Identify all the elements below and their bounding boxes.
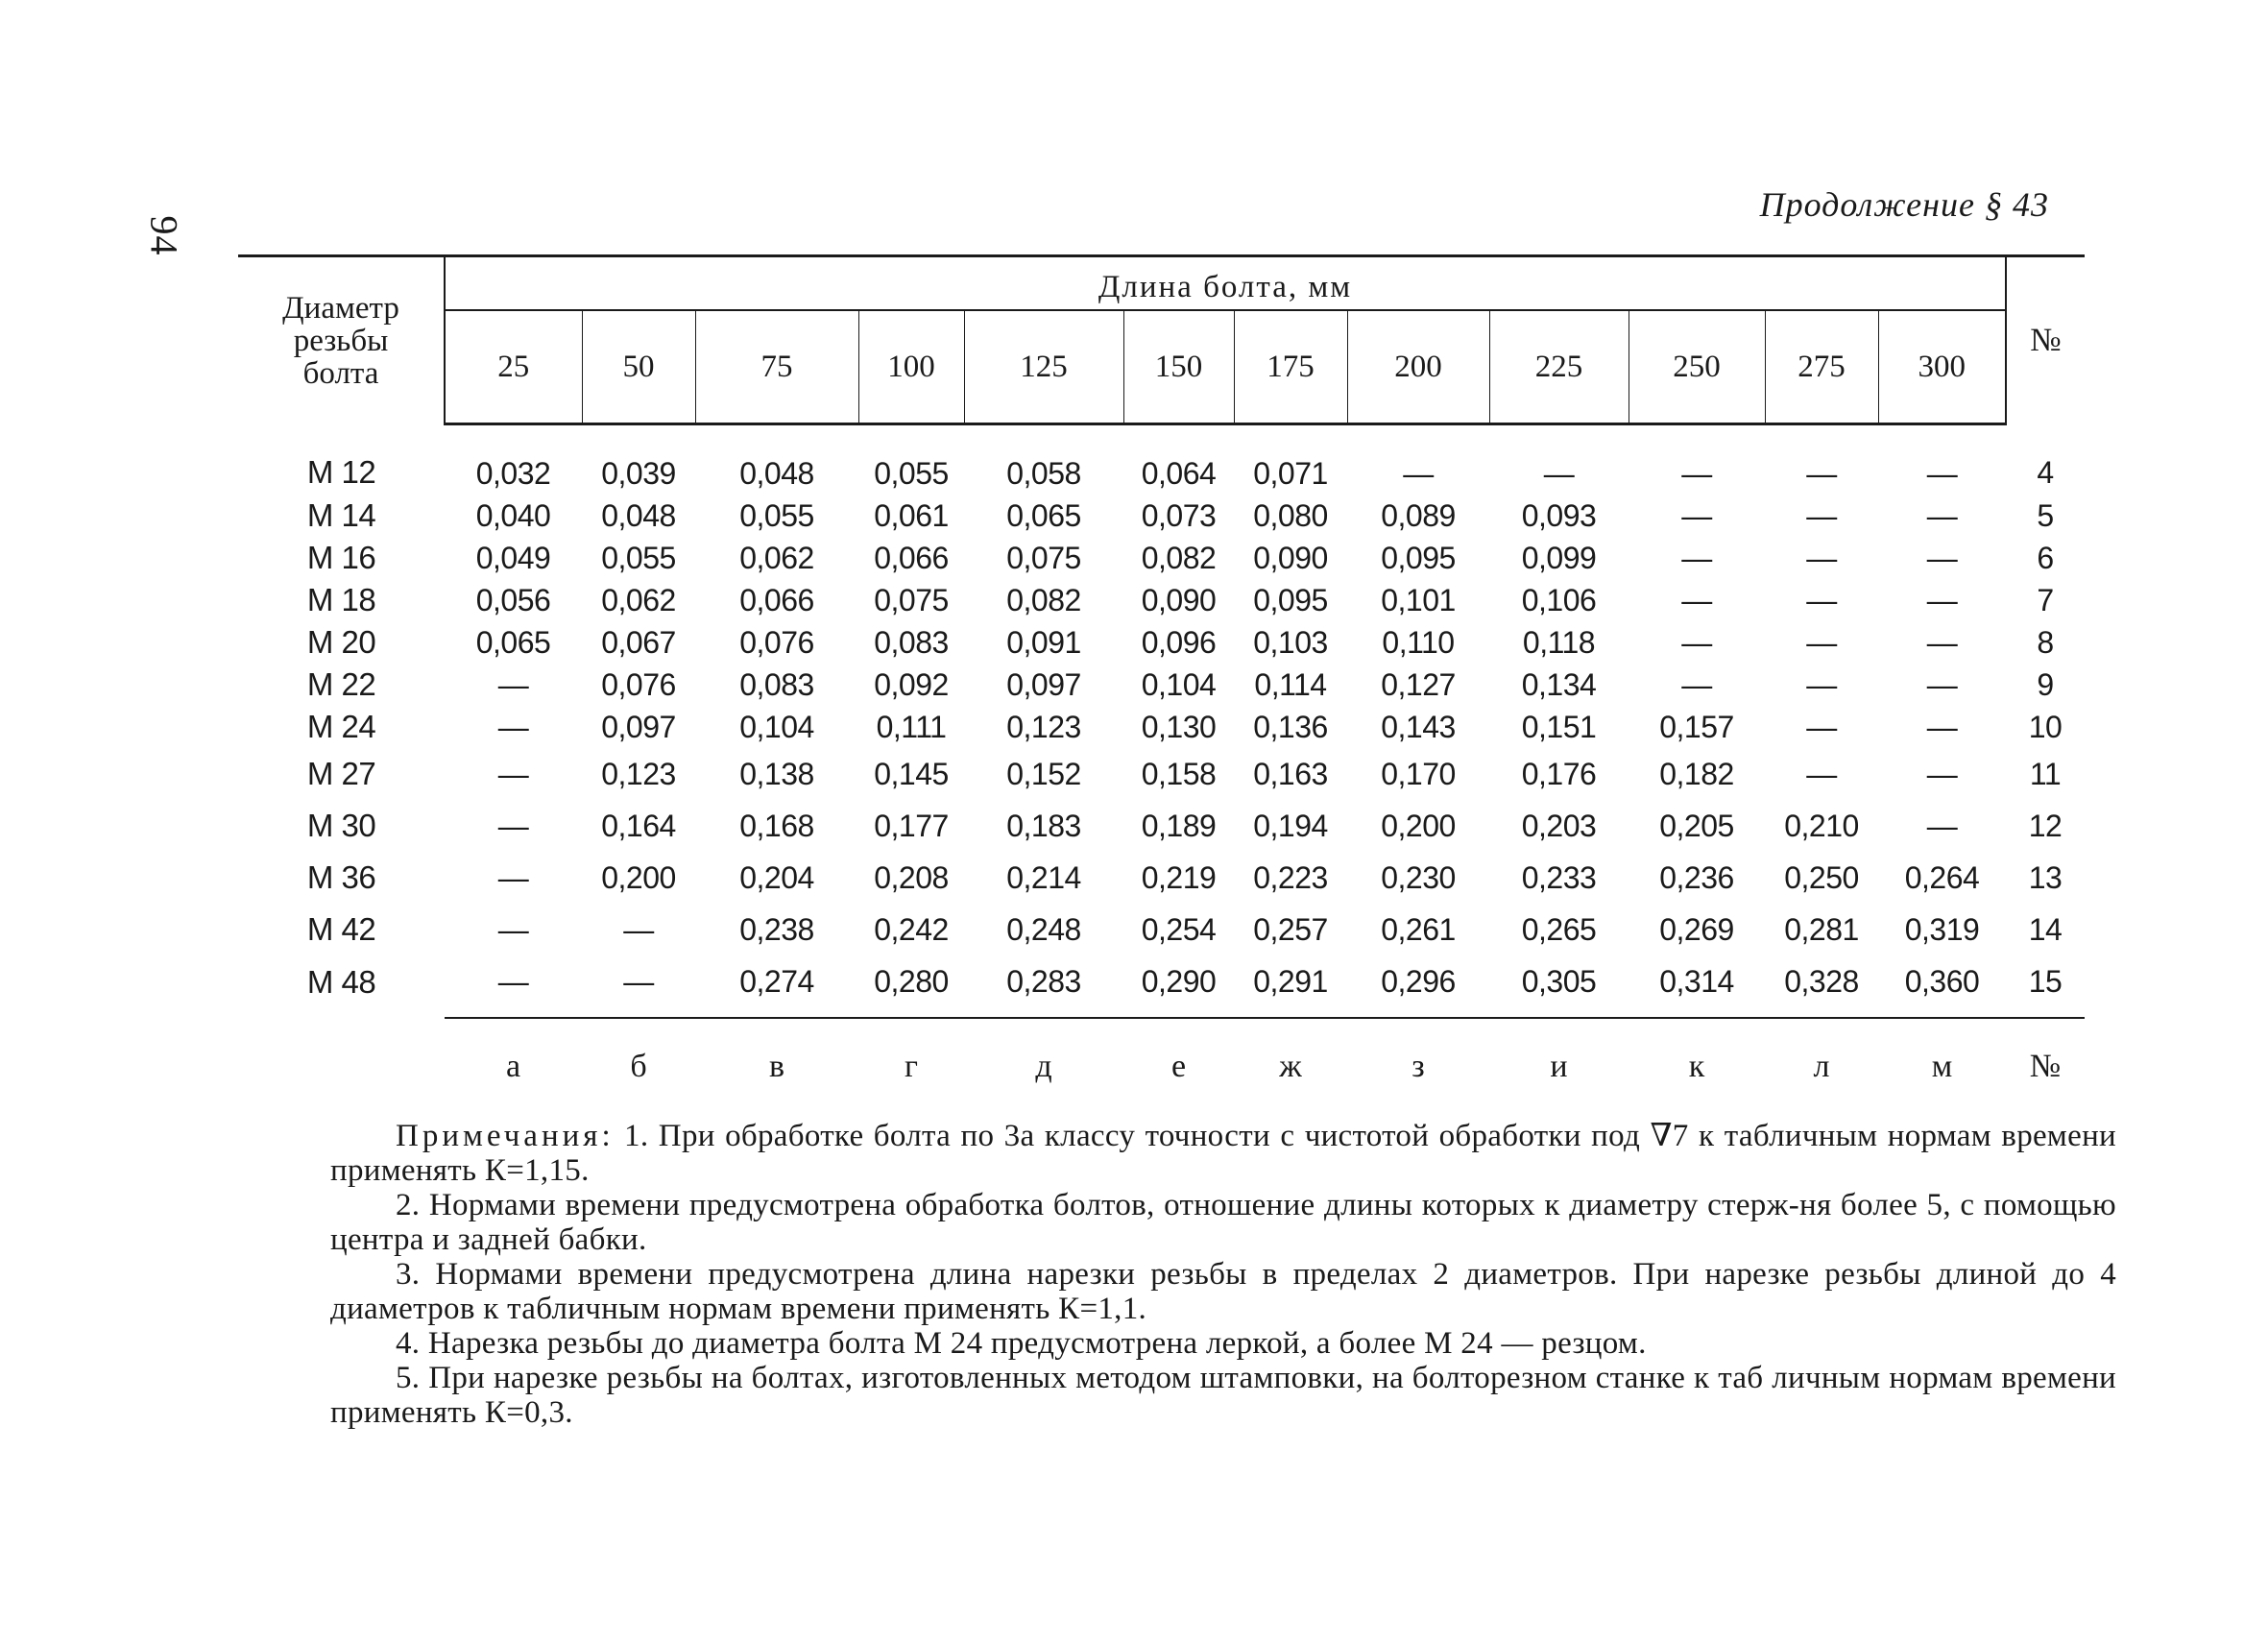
time-value-cell: — bbox=[497, 808, 529, 843]
row-diameter: М 14 bbox=[306, 497, 376, 533]
time-value-cell: 0,261 bbox=[1381, 911, 1456, 947]
time-value-cell: — bbox=[1806, 540, 1837, 575]
time-value-cell: — bbox=[1926, 666, 1958, 702]
time-value-cell: 0,319 bbox=[1904, 911, 1980, 947]
time-value-cell: 0,103 bbox=[1253, 624, 1328, 660]
time-value-cell: 0,138 bbox=[739, 756, 814, 791]
table-row bbox=[238, 664, 2085, 706]
notes-label: Примечания: bbox=[396, 1119, 615, 1153]
time-value-cell: — bbox=[1403, 455, 1434, 491]
time-value-cell: — bbox=[497, 709, 529, 744]
time-value-cell: 0,223 bbox=[1253, 859, 1328, 895]
time-value-cell: 0,210 bbox=[1784, 808, 1859, 843]
time-value-cell: 0,205 bbox=[1659, 808, 1734, 843]
time-value-cell: — bbox=[1681, 455, 1712, 491]
time-value-cell: 0,114 bbox=[1254, 666, 1327, 702]
length-col-header: 200 bbox=[1347, 310, 1489, 424]
table-row bbox=[238, 800, 2085, 852]
row-number: 11 bbox=[2029, 756, 2062, 791]
time-value-cell: 0,048 bbox=[601, 497, 676, 533]
row-diameter: М 36 bbox=[306, 859, 376, 895]
time-value-cell: — bbox=[497, 911, 529, 947]
column-letter: л bbox=[1765, 1018, 1878, 1108]
time-value-cell: 0,055 bbox=[739, 497, 814, 533]
diameter-header: Диаметр резьбы болта bbox=[238, 256, 445, 424]
time-value-cell: 0,067 bbox=[601, 624, 676, 660]
time-value-cell: 0,143 bbox=[1381, 709, 1456, 744]
time-value-cell: — bbox=[1806, 497, 1837, 533]
time-value-cell: 0,076 bbox=[739, 624, 814, 660]
table-row bbox=[238, 495, 2085, 537]
time-value-cell: 0,089 bbox=[1381, 497, 1456, 533]
time-value-cell: — bbox=[1681, 540, 1712, 575]
length-col-header: 275 bbox=[1765, 310, 1878, 424]
time-value-cell: 0,095 bbox=[1381, 540, 1456, 575]
note-4: 4. Нарезка резьбы до диаметра болта М 24 предусмотрена леркой, а более М 24 — резцом. bbox=[396, 1326, 1647, 1361]
time-value-cell: 0,061 bbox=[874, 497, 949, 533]
time-value-cell: 0,096 bbox=[1141, 624, 1217, 660]
time-value-cell: 0,083 bbox=[739, 666, 814, 702]
time-value-cell: 0,090 bbox=[1141, 582, 1217, 617]
time-value-cell: 0,123 bbox=[601, 756, 676, 791]
time-value-cell: — bbox=[1806, 709, 1837, 744]
time-value-cell: 0,083 bbox=[874, 624, 949, 660]
continuation-heading: Продолжение § 43 bbox=[1759, 185, 2049, 224]
time-value-cell: 0,360 bbox=[1904, 963, 1980, 999]
row-diameter: М 16 bbox=[306, 540, 376, 575]
time-value-cell: 0,203 bbox=[1521, 808, 1597, 843]
column-letter: г bbox=[858, 1018, 964, 1108]
row-number: 9 bbox=[2037, 666, 2054, 702]
time-value-cell: 0,219 bbox=[1141, 859, 1217, 895]
column-letter: з bbox=[1347, 1018, 1489, 1108]
time-value-cell: 0,158 bbox=[1141, 756, 1217, 791]
time-value-cell: 0,163 bbox=[1253, 756, 1328, 791]
bolt-time-norms-table bbox=[238, 254, 2085, 1108]
row-diameter: М 12 bbox=[306, 454, 376, 491]
column-letters-row bbox=[238, 1018, 2085, 1108]
length-col-header: 225 bbox=[1489, 310, 1629, 424]
time-value-cell: 0,242 bbox=[874, 911, 949, 947]
time-value-cell: 0,314 bbox=[1659, 963, 1734, 999]
time-value-cell: 0,064 bbox=[1141, 455, 1217, 491]
time-value-cell: 0,090 bbox=[1253, 540, 1328, 575]
time-value-cell: 0,082 bbox=[1141, 540, 1217, 575]
length-values-row bbox=[238, 310, 2085, 424]
number-header: № bbox=[2006, 256, 2085, 424]
time-value-cell: 0,093 bbox=[1521, 497, 1597, 533]
time-value-cell: — bbox=[623, 911, 654, 947]
time-value-cell: 0,106 bbox=[1521, 582, 1597, 617]
time-value-cell: 0,049 bbox=[475, 540, 551, 575]
time-value-cell: 0,230 bbox=[1381, 859, 1456, 895]
time-value-cell: — bbox=[1681, 666, 1712, 702]
time-value-cell: 0,091 bbox=[1006, 624, 1081, 660]
time-value-cell: 0,283 bbox=[1006, 963, 1081, 999]
note-1 bbox=[330, 1119, 2116, 1188]
time-value-cell: 0,097 bbox=[1006, 666, 1081, 702]
time-value-cell: — bbox=[1681, 624, 1712, 660]
row-diameter: М 18 bbox=[306, 582, 376, 617]
time-value-cell: 0,274 bbox=[739, 963, 814, 999]
time-value-cell: 0,177 bbox=[874, 808, 949, 843]
time-value-cell: 0,065 bbox=[1006, 497, 1081, 533]
time-value-cell: 0,204 bbox=[739, 859, 814, 895]
table-row bbox=[238, 955, 2085, 1018]
time-value-cell: 0,291 bbox=[1253, 963, 1328, 999]
time-value-cell: — bbox=[1926, 709, 1958, 744]
column-letters-blank bbox=[238, 1018, 445, 1108]
column-letter: в bbox=[695, 1018, 858, 1108]
row-number: 4 bbox=[2037, 454, 2054, 490]
time-value-cell: 0,056 bbox=[475, 582, 551, 617]
column-letter: ж bbox=[1234, 1018, 1347, 1108]
length-col-header: 150 bbox=[1123, 310, 1234, 424]
length-col-header: 175 bbox=[1234, 310, 1347, 424]
length-col-header: 50 bbox=[582, 310, 695, 424]
table-row bbox=[238, 706, 2085, 748]
time-value-cell: — bbox=[1926, 582, 1958, 617]
time-value-cell: 0,071 bbox=[1253, 455, 1328, 491]
time-value-cell: 0,080 bbox=[1253, 497, 1328, 533]
column-letter: е bbox=[1123, 1018, 1234, 1108]
row-number: 8 bbox=[2037, 624, 2054, 660]
time-value-cell: 0,101 bbox=[1381, 582, 1456, 617]
column-letter: д bbox=[964, 1018, 1123, 1108]
time-value-cell: — bbox=[1926, 624, 1958, 660]
time-value-cell: 0,136 bbox=[1253, 709, 1328, 744]
time-value-cell: 0,194 bbox=[1253, 808, 1328, 843]
length-col-header: 300 bbox=[1878, 310, 2006, 424]
column-letter: к bbox=[1629, 1018, 1765, 1108]
time-value-cell: 0,151 bbox=[1521, 709, 1597, 744]
time-value-cell: 0,290 bbox=[1141, 963, 1217, 999]
time-value-cell: 0,123 bbox=[1006, 709, 1081, 744]
time-value-cell: 0,095 bbox=[1253, 582, 1328, 617]
row-diameter: М 30 bbox=[306, 808, 376, 843]
time-value-cell: 0,099 bbox=[1521, 540, 1597, 575]
time-value-cell: 0,305 bbox=[1521, 963, 1597, 999]
time-value-cell: 0,127 bbox=[1381, 666, 1456, 702]
time-value-cell: 0,200 bbox=[601, 859, 676, 895]
time-value-cell: 0,104 bbox=[1141, 666, 1217, 702]
time-value-cell: 0,134 bbox=[1521, 666, 1597, 702]
time-value-cell: 0,118 bbox=[1522, 624, 1596, 660]
time-value-cell: — bbox=[1681, 582, 1712, 617]
page-number: 94 bbox=[142, 215, 186, 256]
row-diameter: М 42 bbox=[306, 911, 376, 947]
time-value-cell: 0,039 bbox=[601, 455, 676, 491]
time-value-cell: 0,248 bbox=[1006, 911, 1081, 947]
time-value-cell: 0,280 bbox=[874, 963, 949, 999]
length-col-header: 125 bbox=[964, 310, 1123, 424]
time-value-cell: — bbox=[497, 756, 529, 791]
time-value-cell: — bbox=[497, 666, 529, 702]
time-value-cell: 0,200 bbox=[1381, 808, 1456, 843]
length-col-header: 25 bbox=[445, 310, 582, 424]
time-value-cell: 0,040 bbox=[475, 497, 551, 533]
note-2: 2. Нормами времени предусмотрена обработка болтов, отношение длины которых к диаметру стерж-ня более 5, с помощью центра и задней бабки. bbox=[330, 1188, 2116, 1257]
time-value-cell: — bbox=[1806, 666, 1837, 702]
column-letter: б bbox=[582, 1018, 695, 1108]
row-number: 14 bbox=[2028, 911, 2063, 947]
row-diameter: М 48 bbox=[306, 963, 376, 1000]
notes-block bbox=[330, 1119, 2116, 1430]
column-letter: и bbox=[1489, 1018, 1629, 1108]
time-value-cell: 0,055 bbox=[601, 540, 676, 575]
length-col-header: 250 bbox=[1629, 310, 1765, 424]
row-number: 13 bbox=[2028, 859, 2063, 895]
length-header: Длина болта, мм bbox=[445, 256, 2006, 311]
time-value-cell: 0,189 bbox=[1141, 808, 1217, 843]
row-number: 5 bbox=[2037, 497, 2054, 533]
time-value-cell: 0,055 bbox=[874, 455, 949, 491]
time-value-cell: 0,066 bbox=[739, 582, 814, 617]
time-value-cell: 0,111 bbox=[876, 709, 947, 744]
time-value-cell: 0,176 bbox=[1521, 756, 1597, 791]
time-value-cell: 0,250 bbox=[1784, 859, 1859, 895]
time-value-cell: — bbox=[1926, 497, 1958, 533]
time-value-cell: 0,170 bbox=[1381, 756, 1456, 791]
table-row bbox=[238, 621, 2085, 664]
time-value-cell: — bbox=[623, 963, 654, 999]
note-3: 3. Нормами времени предусмотрена длина нарезки резьбы в пределах 2 диаметров. При нарезке резьбы длиной до 4 диаметров к табличным нормам времени применять К=1,1. bbox=[330, 1257, 2116, 1326]
time-value-cell: 0,214 bbox=[1006, 859, 1081, 895]
time-value-cell: 0,082 bbox=[1006, 582, 1081, 617]
time-value-cell: 0,208 bbox=[874, 859, 949, 895]
time-value-cell: — bbox=[1543, 455, 1575, 491]
time-value-cell: — bbox=[1926, 455, 1958, 491]
time-value-cell: 0,145 bbox=[874, 756, 949, 791]
table-row bbox=[238, 537, 2085, 579]
time-value-cell: 0,236 bbox=[1659, 859, 1734, 895]
time-value-cell: — bbox=[497, 963, 529, 999]
length-col-header: 75 bbox=[695, 310, 858, 424]
time-value-cell: 0,066 bbox=[874, 540, 949, 575]
time-value-cell: 0,104 bbox=[739, 709, 814, 744]
row-diameter: М 24 bbox=[306, 709, 376, 744]
time-value-cell: 0,281 bbox=[1784, 911, 1859, 947]
time-value-cell: — bbox=[1806, 624, 1837, 660]
time-value-cell: 0,182 bbox=[1659, 756, 1734, 791]
table-row bbox=[238, 424, 2085, 496]
time-value-cell: 0,065 bbox=[475, 624, 551, 660]
time-value-cell: 0,157 bbox=[1659, 709, 1734, 744]
time-value-cell: 0,168 bbox=[739, 808, 814, 843]
row-diameter: М 20 bbox=[306, 624, 376, 660]
time-value-cell: 0,062 bbox=[739, 540, 814, 575]
time-value-cell: — bbox=[1806, 756, 1837, 791]
time-value-cell: 0,264 bbox=[1904, 859, 1980, 895]
table-row bbox=[238, 852, 2085, 904]
time-value-cell: 0,164 bbox=[601, 808, 676, 843]
time-value-cell: — bbox=[1806, 455, 1837, 491]
time-value-cell: 0,152 bbox=[1006, 756, 1081, 791]
time-value-cell: — bbox=[1926, 808, 1958, 843]
time-value-cell: 0,058 bbox=[1006, 455, 1081, 491]
time-value-cell: — bbox=[497, 859, 529, 895]
time-value-cell: 0,254 bbox=[1141, 911, 1217, 947]
time-value-cell: 0,075 bbox=[1006, 540, 1081, 575]
time-value-cell: 0,062 bbox=[601, 582, 676, 617]
time-value-cell: — bbox=[1806, 582, 1837, 617]
time-value-cell: 0,097 bbox=[601, 709, 676, 744]
table-row bbox=[238, 748, 2085, 800]
column-letter: м bbox=[1878, 1018, 2006, 1108]
time-value-cell: — bbox=[1681, 497, 1712, 533]
time-value-cell: 0,076 bbox=[601, 666, 676, 702]
time-value-cell: 0,269 bbox=[1659, 911, 1734, 947]
row-number: 15 bbox=[2028, 963, 2063, 999]
row-number: 7 bbox=[2037, 582, 2054, 617]
note-5: 5. При нарезке резьбы на болтах, изготовленных методом штамповки, на болторезном станке к таб личным нормам времени применять К=0,3. bbox=[330, 1361, 2116, 1430]
row-number: 12 bbox=[2028, 808, 2063, 843]
time-value-cell: 0,048 bbox=[739, 455, 814, 491]
time-value-cell: 0,073 bbox=[1141, 497, 1217, 533]
time-value-cell: 0,183 bbox=[1006, 808, 1081, 843]
row-number: 10 bbox=[2028, 709, 2063, 744]
time-value-cell: 0,257 bbox=[1253, 911, 1328, 947]
time-value-cell: 0,233 bbox=[1521, 859, 1597, 895]
time-value-cell: 0,265 bbox=[1521, 911, 1597, 947]
row-diameter: М 27 bbox=[306, 756, 376, 791]
time-value-cell: 0,032 bbox=[475, 455, 551, 491]
time-value-cell: 0,238 bbox=[739, 911, 814, 947]
length-col-header: 100 bbox=[858, 310, 964, 424]
row-diameter: М 22 bbox=[306, 666, 376, 702]
time-value-cell: 0,110 bbox=[1382, 624, 1455, 660]
table-body bbox=[238, 424, 2085, 1019]
column-letter-number: № bbox=[2006, 1018, 2085, 1108]
time-value-cell: — bbox=[1926, 540, 1958, 575]
time-value-cell: — bbox=[1926, 756, 1958, 791]
time-value-cell: 0,296 bbox=[1381, 963, 1456, 999]
note-1-text: 1. При обработке болта по 3а классу точности с чистотой обработки под ∇7 к табличным нормам времени применять К=1,15. bbox=[330, 1119, 2116, 1188]
time-value-cell: 0,075 bbox=[874, 582, 949, 617]
column-letter: а bbox=[445, 1018, 582, 1108]
time-value-cell: 0,130 bbox=[1141, 709, 1217, 744]
time-value-cell: 0,092 bbox=[874, 666, 949, 702]
table-row bbox=[238, 579, 2085, 621]
row-number: 6 bbox=[2037, 540, 2054, 575]
time-value-cell: 0,328 bbox=[1784, 963, 1859, 999]
table-row bbox=[238, 904, 2085, 955]
